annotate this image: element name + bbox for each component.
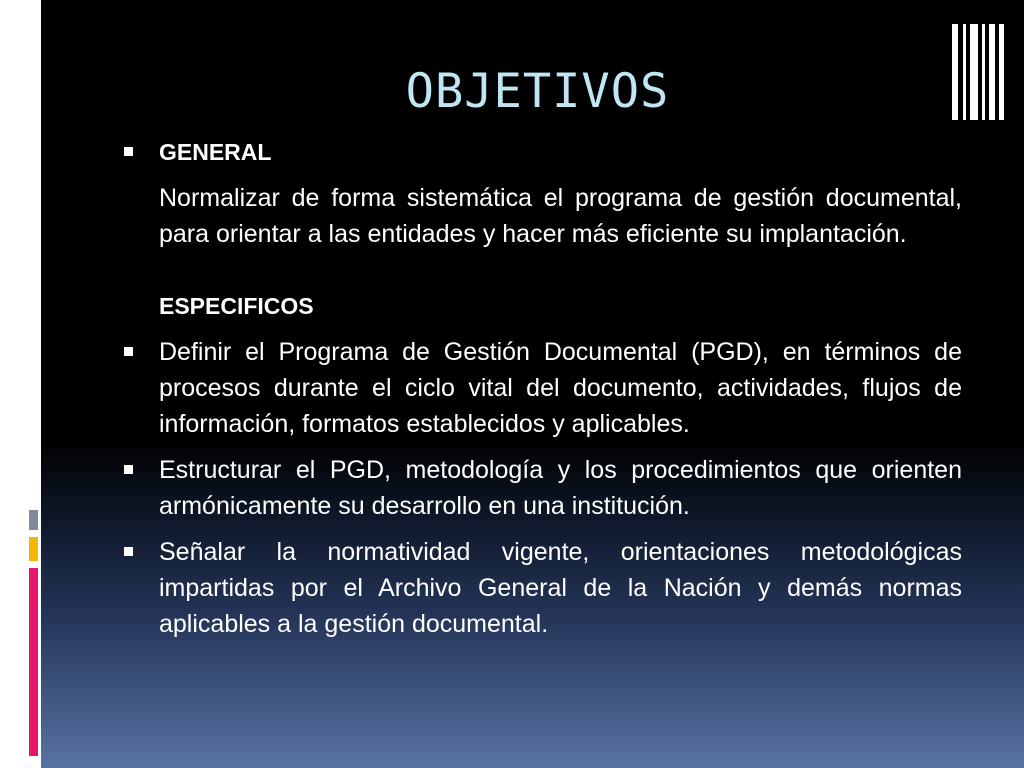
general-objective-text: Normalizar de forma sistemática el programa de gestión documental, para orientar a las entidades y hacer más eficiente su implantación. — [159, 184, 962, 248]
slide-title: OBJETIVOS — [405, 64, 670, 119]
specific-item — [159, 452, 962, 524]
accent-bar-gold — [29, 537, 38, 561]
general-heading — [159, 134, 962, 170]
square-bullet-icon — [124, 547, 133, 556]
specific-item-text: Definir el Programa de Gestión Documental (PGD), en términos de procesos durante el ciclo vital del documento, actividades, flujos de información, formatos establecidos y aplicables. — [159, 338, 962, 438]
specific-item-text: Estructurar el PGD, metodología y los procedimientos que orienten armónicamente su desarrollo en una institución. — [159, 456, 962, 520]
specific-heading: ESPECIFICOS — [159, 293, 314, 319]
specific-item — [159, 534, 962, 642]
square-bullet-icon — [124, 465, 133, 474]
square-bullet-icon — [124, 147, 133, 156]
specific-item-text: Señalar la normatividad vigente, orientaciones metodológicas impartidas por el Archivo General de la Nación y demás normas aplicables a la gestión documental. — [159, 538, 962, 638]
general-heading-text: GENERAL — [159, 139, 272, 165]
accent-bar-gray — [29, 510, 38, 530]
square-bullet-icon — [124, 347, 133, 356]
specific-item — [159, 334, 962, 442]
accent-bar-pink — [29, 568, 38, 756]
slide-content — [159, 134, 962, 642]
